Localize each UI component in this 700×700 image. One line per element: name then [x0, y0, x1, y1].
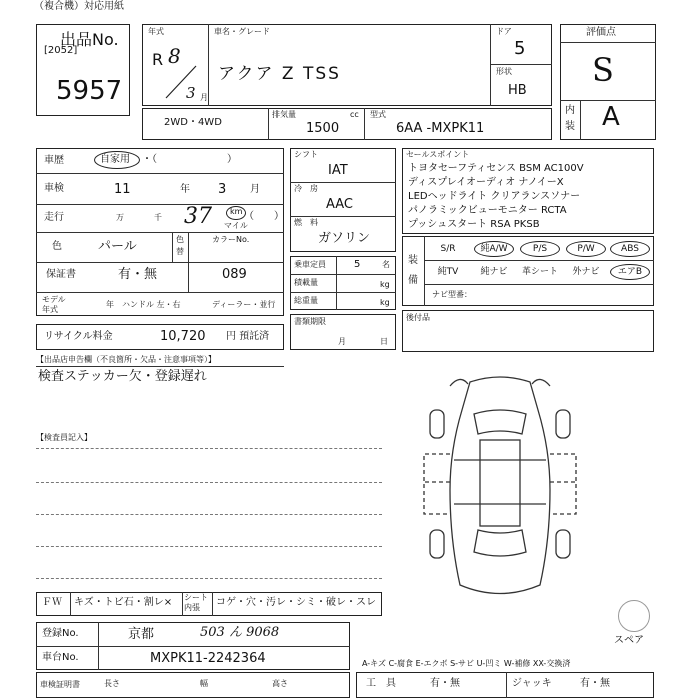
year-value: 8 — [168, 44, 181, 68]
warranty-label: 保証書 — [46, 269, 76, 280]
lot-title: 出品No. — [60, 30, 119, 49]
capacity-value: 5 — [354, 259, 361, 270]
mileage-man: 万 — [116, 213, 124, 222]
mileage-label: 走行 — [44, 212, 64, 223]
cert-width: 幅 — [200, 679, 208, 688]
sales-line-3: LEDヘッドライト クリアランスソナー — [408, 191, 581, 202]
dealer: ディーラー・並行 — [212, 300, 276, 309]
equip-aw: 純A/W — [474, 241, 514, 257]
color-change-1: 色 — [176, 235, 184, 244]
cert-long: 長さ — [104, 679, 120, 688]
postfit-box — [402, 310, 654, 352]
doc-deadline-month: 月 — [338, 337, 346, 346]
inspection-year: 11 — [114, 182, 131, 197]
year-label: 年式 — [148, 27, 164, 36]
cert-label: 車検証明書 — [40, 680, 80, 689]
spare-circle — [618, 600, 650, 632]
interior-label-2: 装 — [565, 121, 575, 132]
model-year-label-2: 年式 — [42, 305, 58, 314]
weight-label: 総重量 — [294, 296, 318, 305]
warranty-value: 有・無 — [118, 267, 158, 282]
load-unit: kg — [380, 280, 390, 289]
shape-value: HB — [508, 83, 527, 98]
history-rest: ・（ ） — [142, 154, 237, 165]
equip-ps: P/S — [520, 241, 560, 257]
capacity-label: 乗車定員 — [294, 260, 326, 269]
color-label: 色 — [52, 241, 62, 252]
model-label: 型式 — [370, 110, 386, 119]
jack-value: 有・無 — [580, 678, 610, 689]
mileage-km: km — [230, 207, 243, 216]
seat-label-1: シート — [184, 593, 208, 602]
fuel-label: 燃 料 — [294, 218, 318, 227]
cert-box — [36, 672, 350, 698]
sales-line-2: ディスプレイオーディオ ナノイーX — [408, 177, 564, 188]
fw-damage: キズ・トビ石・割レ× — [74, 597, 173, 608]
doc-deadline-day: 日 — [380, 337, 388, 346]
color-code-label: カラーNo. — [212, 235, 250, 244]
seat-text: コゲ・穴・汚レ・シミ・破レ・スレ — [216, 597, 376, 608]
inspection-month: 3 — [218, 182, 227, 197]
shift-value: IAT — [328, 163, 348, 178]
ac-value: AAC — [326, 197, 353, 212]
grade-value: S — [592, 51, 614, 89]
history-label: 車歴 — [44, 155, 64, 166]
equip-navi: 純ナビ — [480, 267, 508, 277]
equip-ext-navi: 外ナビ — [572, 267, 600, 277]
inspector-label: 【検査員記入】 — [36, 433, 92, 442]
fuel-value: ガソリン — [318, 231, 371, 246]
model-year-unit: 年 — [106, 300, 114, 309]
year-month: 3 — [186, 84, 196, 102]
inspection-year-unit: 年 — [180, 184, 190, 195]
equip-airbag: エアB — [610, 264, 650, 280]
exhibitor-note-label: 【出品店申告欄（不良箇所・欠品・注意事項等）】 — [36, 355, 216, 364]
displacement-unit: cc — [350, 110, 359, 119]
form-note: （複合機）対応用紙 — [34, 1, 124, 12]
recycle-label: リサイクル料金 — [44, 331, 113, 342]
year-month-unit: 月 — [200, 93, 208, 102]
model-value: 6AA -MXPK11 — [396, 121, 485, 136]
registration-label: 登録No. — [42, 628, 79, 639]
doors-value: 5 — [514, 38, 526, 59]
lot-number: 5957 — [56, 76, 123, 106]
lot-stamp: [2052] — [44, 45, 78, 56]
inspection-label: 車検 — [44, 183, 64, 194]
chassis-label: 車台No. — [42, 652, 79, 663]
seat-label-2: 内張 — [184, 603, 200, 612]
shift-label: シフト — [294, 150, 318, 159]
equip-pw: P/W — [566, 241, 606, 257]
car-name: アクア Z TSS — [218, 64, 341, 84]
interior-label-1: 内 — [565, 105, 575, 116]
mileage-sen: 千 — [154, 213, 162, 222]
spare-label: スペア — [614, 635, 644, 646]
damage-codes: A-キズ C-腐食 E-エクボ S-サビ U-凹ミ W-補修 XX-交換済 — [362, 659, 571, 668]
grade-label: 評価点 — [586, 27, 616, 38]
tools-label: 工 具 — [366, 678, 396, 689]
sales-line-5: プッシュスタート RSA PKSB — [408, 219, 540, 230]
equip-leather: 革シート — [521, 267, 558, 277]
fw-label: ＦＷ — [42, 597, 62, 608]
weight-unit: kg — [380, 298, 390, 307]
doors-label: ドア — [496, 27, 512, 36]
capacity-unit: 名 — [382, 260, 390, 269]
displacement-value: 1500 — [306, 121, 340, 136]
chassis-value: MXPK11-2242364 — [150, 651, 266, 666]
registration-city: 京都 — [128, 627, 155, 642]
equipment-label-2: 備 — [408, 275, 418, 286]
mileage-mile: マイル — [224, 221, 248, 230]
displacement-label: 排気量 — [272, 110, 296, 119]
equip-sr: S/R — [440, 244, 456, 254]
drive-value: 2WD・4WD — [164, 117, 222, 128]
sales-line-4: パノラミックビューモニター RCTA — [408, 205, 567, 216]
exhibitor-note-value: 検査ステッカー欠・登録遅れ — [38, 369, 207, 384]
history-value: 自家用 — [100, 154, 130, 165]
nav-model-label: ナビ型番： — [432, 290, 472, 299]
car-name-label: 車名・グレード — [214, 27, 270, 36]
sales-points-label: セールスポイント — [406, 150, 470, 159]
postfit-label: 後付品 — [406, 313, 430, 322]
recycle-value: 10,720 — [160, 329, 206, 344]
load-label: 積載量 — [294, 278, 318, 287]
color-value: パール — [98, 239, 137, 254]
car-damage-diagram — [410, 370, 590, 610]
equipment-label-1: 装 — [408, 255, 418, 266]
tools-value: 有・無 — [430, 678, 460, 689]
handle: ハンドル 左・右 — [122, 300, 181, 309]
color-code: 089 — [222, 267, 247, 282]
registration-number: 503 ん 9068 — [200, 625, 280, 640]
shape-label: 形状 — [496, 67, 512, 76]
interior-value: A — [602, 102, 620, 132]
equip-tv: 純TV — [437, 267, 459, 277]
equip-abs: ABS — [610, 241, 650, 257]
recycle-unit: 円 預託済 — [226, 331, 270, 342]
year-era: R — [152, 50, 164, 69]
jack-label: ジャッキ — [512, 678, 552, 689]
cert-height: 高さ — [272, 679, 288, 688]
inspection-month-unit: 月 — [250, 184, 260, 195]
model-year-label-1: モデル — [42, 295, 66, 304]
ac-label: 冷 房 — [294, 184, 318, 193]
mileage-value: 37 — [184, 204, 212, 229]
mileage-paren: （ ） — [244, 211, 284, 222]
color-change-2: 替 — [176, 247, 184, 256]
doc-deadline-label: 書類期限 — [294, 317, 326, 326]
sales-line-1: トヨタセーフティセンス BSM AC100V — [408, 163, 584, 174]
